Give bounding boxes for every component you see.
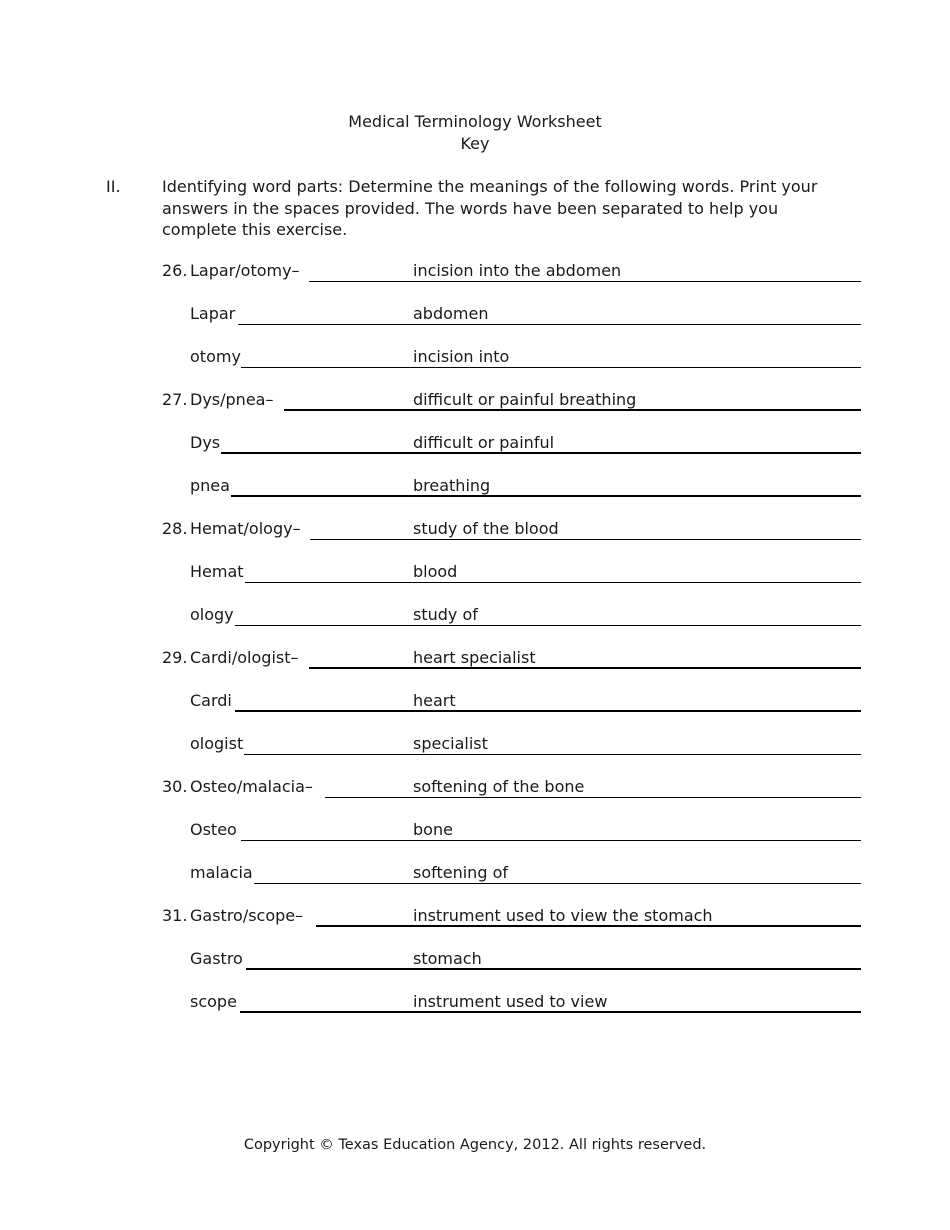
part-meaning: instrument used to view	[413, 992, 608, 1011]
part-term: ology	[190, 605, 234, 624]
part-meaning: blood	[413, 562, 458, 581]
part-row	[0, 303, 950, 346]
answer-line	[246, 968, 861, 970]
part-term: Lapar	[190, 304, 236, 323]
item-number: 26.	[162, 261, 188, 280]
part-term: Gastro	[190, 949, 243, 968]
section-numeral: II.	[106, 177, 121, 196]
item-number: 30.	[162, 777, 188, 796]
item-meaning: instrument used to view the stomach	[413, 906, 713, 925]
answer-line	[325, 797, 861, 798]
item-word: Lapar/otomy–	[190, 261, 300, 280]
answer-line	[316, 925, 861, 927]
item-meaning: incision into the abdomen	[413, 261, 622, 280]
answer-line	[284, 409, 861, 411]
item-row	[0, 776, 950, 819]
answer-line	[231, 495, 861, 497]
section-instructions: Identifying word parts: Determine the meanings of the following words. Print your answers in the spaces provided. The words have been separated to help you complete this exercise.	[162, 177, 818, 239]
item-meaning: study of the blood	[413, 519, 559, 538]
item-number: 31.	[162, 906, 188, 925]
answer-line	[238, 324, 861, 325]
item-meaning: softening of the bone	[413, 777, 585, 796]
item-row	[0, 518, 950, 561]
part-row	[0, 432, 950, 475]
part-meaning: specialist	[413, 734, 488, 753]
part-row	[0, 862, 950, 905]
copyright-footer: Copyright © Texas Education Agency, 2012. All rights reserved.	[243, 1137, 707, 1153]
part-meaning: difficult or painful	[413, 433, 555, 452]
item-word: Hemat/ology–	[190, 519, 301, 538]
answer-line	[254, 883, 861, 884]
part-row	[0, 604, 950, 647]
part-row	[0, 561, 950, 604]
part-term: malacia	[190, 863, 253, 882]
item-row	[0, 647, 950, 690]
part-term: pnea	[190, 476, 230, 495]
answer-line	[309, 667, 861, 669]
answer-line	[241, 840, 861, 841]
answer-line	[244, 754, 861, 755]
worksheet-header	[0, 111, 950, 155]
part-meaning: study of	[413, 605, 478, 624]
part-meaning: stomach	[413, 949, 482, 968]
item-number: 27.	[162, 390, 188, 409]
answer-line	[235, 710, 861, 712]
part-meaning: softening of	[413, 863, 508, 882]
answer-line	[241, 367, 861, 368]
part-row	[0, 948, 950, 991]
part-row	[0, 733, 950, 776]
part-row	[0, 346, 950, 389]
item-word: Osteo/malacia–	[190, 777, 313, 796]
answer-line	[309, 281, 861, 282]
item-row	[0, 389, 950, 432]
item-row	[0, 905, 950, 948]
item-number: 28.	[162, 519, 188, 538]
page-title: Medical Terminology Worksheet	[348, 112, 602, 131]
item-word: Dys/pnea–	[190, 390, 274, 409]
part-term: Cardi	[190, 691, 232, 710]
item-word: Gastro/scope–	[190, 906, 304, 925]
item-meaning: heart specialist	[413, 648, 536, 667]
part-row	[0, 690, 950, 733]
part-meaning: bone	[413, 820, 453, 839]
part-term: otomy	[190, 347, 241, 366]
part-meaning: breathing	[413, 476, 491, 495]
answer-line	[235, 625, 861, 626]
page-subtitle: Key	[460, 134, 490, 153]
part-term: ologist	[190, 734, 244, 753]
part-term: Hemat	[190, 562, 244, 581]
part-row	[0, 991, 950, 1034]
part-term: Osteo	[190, 820, 237, 839]
part-term: scope	[190, 992, 237, 1011]
part-row	[0, 475, 950, 518]
answer-line	[240, 1011, 861, 1013]
part-meaning: incision into	[413, 347, 510, 366]
item-row	[0, 260, 950, 303]
answer-line	[221, 452, 861, 454]
part-meaning: abdomen	[413, 304, 489, 323]
answer-list	[0, 260, 950, 1034]
part-term: Dys	[190, 433, 221, 452]
answer-line	[310, 539, 861, 540]
item-number: 29.	[162, 648, 188, 667]
part-row	[0, 819, 950, 862]
answer-line	[245, 582, 861, 583]
part-meaning: heart	[413, 691, 456, 710]
item-meaning: difficult or painful breathing	[413, 390, 637, 409]
item-word: Cardi/ologist–	[190, 648, 299, 667]
